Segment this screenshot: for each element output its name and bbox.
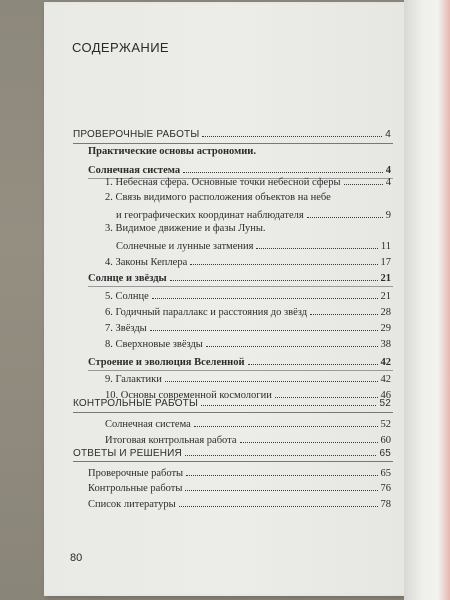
toc-page-number: 21 — [380, 291, 391, 302]
dot-leader — [190, 263, 377, 265]
toc-group-universe — [88, 352, 391, 368]
toc-label: Солнечная система — [105, 419, 191, 430]
toc-label: Солнце и звёзды — [88, 273, 167, 284]
toc-label: 1. Небесная сфера. Основные точки небесной сферы — [105, 177, 341, 188]
toc-page-number: 9 — [385, 210, 391, 221]
toc-page-number: 42 — [380, 357, 391, 368]
toc-label: Список литературы — [88, 499, 176, 510]
toc-label: 10. Основы современной космологии — [105, 390, 272, 401]
toc-label: 5. Солнце — [105, 291, 149, 302]
toc-page-number: 28 — [380, 307, 391, 318]
dot-leader — [152, 297, 378, 299]
section-rule — [73, 461, 393, 462]
toc-page-number: 78 — [380, 499, 391, 510]
toc-label: ОТВЕТЫ И РЕШЕНИЯ — [73, 448, 182, 459]
toc-subheader: Практические основы астрономии. — [88, 146, 256, 157]
page-number: 80 — [70, 552, 83, 564]
toc-item — [105, 172, 391, 188]
dot-leader — [202, 135, 382, 137]
toc-item — [105, 369, 391, 385]
toc-item — [88, 463, 391, 479]
dot-leader — [248, 363, 378, 365]
toc-section-control-works — [73, 393, 391, 409]
toc-group-sun-and-stars — [88, 268, 391, 284]
toc-item — [105, 414, 391, 430]
toc-label: ПРОВЕРОЧНЫЕ РАБОТЫ — [73, 129, 200, 140]
dot-leader — [170, 279, 378, 281]
dot-leader — [206, 345, 378, 347]
toc-label: 4. Законы Кеплера — [105, 257, 188, 268]
dot-leader — [310, 313, 377, 315]
toc-item — [88, 494, 391, 510]
toc-page-number: 4 — [385, 129, 391, 140]
dot-leader — [194, 425, 378, 427]
toc-page-number: 4 — [385, 165, 391, 176]
toc-label: Проверочные работы — [88, 468, 184, 479]
toc-page-number: 65 — [380, 468, 391, 479]
toc-label: и географических координат наблюдателя — [116, 210, 304, 221]
toc-label: 9. Галактики — [105, 374, 162, 385]
dot-leader — [150, 329, 378, 331]
toc-page-number: 52 — [379, 398, 391, 409]
toc-item-line: 2. Связь видимого расположения объектов на небе — [105, 192, 331, 203]
toc-label: 8. Сверхновые звёзды — [105, 339, 203, 350]
toc-label: КОНТРОЛЬНЫЕ РАБОТЫ — [73, 398, 199, 409]
toc-item — [105, 302, 391, 318]
dot-leader — [256, 247, 377, 249]
toc-page-number: 11 — [380, 241, 391, 252]
toc-page-number: 46 — [380, 390, 391, 401]
toc-label: Солнечная система — [88, 165, 181, 176]
toc-page-number: 21 — [380, 273, 391, 284]
toc-label: 7. Звёзды — [105, 323, 147, 334]
toc-page-number: 60 — [380, 435, 391, 446]
toc-page-number: 17 — [380, 257, 391, 268]
dot-leader — [185, 454, 377, 456]
toc-item — [105, 286, 391, 302]
toc-item-line: 3. Видимое движение и фазы Луны. — [105, 223, 266, 234]
dot-leader — [201, 404, 376, 406]
toc-page-number: 38 — [380, 339, 391, 350]
toc-section-checking-works — [73, 124, 391, 140]
toc-item — [88, 478, 391, 494]
toc-label: Итоговая контрольная работа — [105, 435, 237, 446]
toc-page-number: 4 — [385, 177, 391, 188]
dot-leader — [179, 505, 378, 507]
toc-item — [105, 252, 391, 268]
dot-leader — [165, 380, 378, 382]
toc-item — [105, 334, 391, 350]
toc-page-number: 42 — [380, 374, 391, 385]
toc-item — [105, 318, 391, 334]
toc-label: Солнечные и лунные затмения — [116, 241, 254, 252]
toc-section-answers — [73, 443, 391, 459]
dot-leader — [186, 474, 377, 476]
toc-page-number: 52 — [380, 419, 391, 430]
page-title: СОДЕРЖАНИЕ — [72, 40, 170, 55]
toc-item — [116, 205, 391, 221]
dot-leader — [307, 216, 383, 218]
dot-leader — [185, 489, 377, 491]
toc-page-number: 76 — [380, 483, 391, 494]
toc-page-number: 65 — [379, 448, 391, 459]
toc-label: Строение и эволюция Вселенной — [88, 357, 245, 368]
toc-label: 6. Годичный параллакс и расстояния до звёзд — [105, 307, 308, 318]
cover-edge — [438, 0, 450, 600]
section-rule — [73, 412, 393, 413]
toc-item — [116, 236, 391, 252]
dot-leader — [344, 183, 383, 185]
section-rule — [73, 143, 393, 144]
toc-label: Контрольные работы — [88, 483, 183, 494]
toc-page-number: 29 — [380, 323, 391, 334]
